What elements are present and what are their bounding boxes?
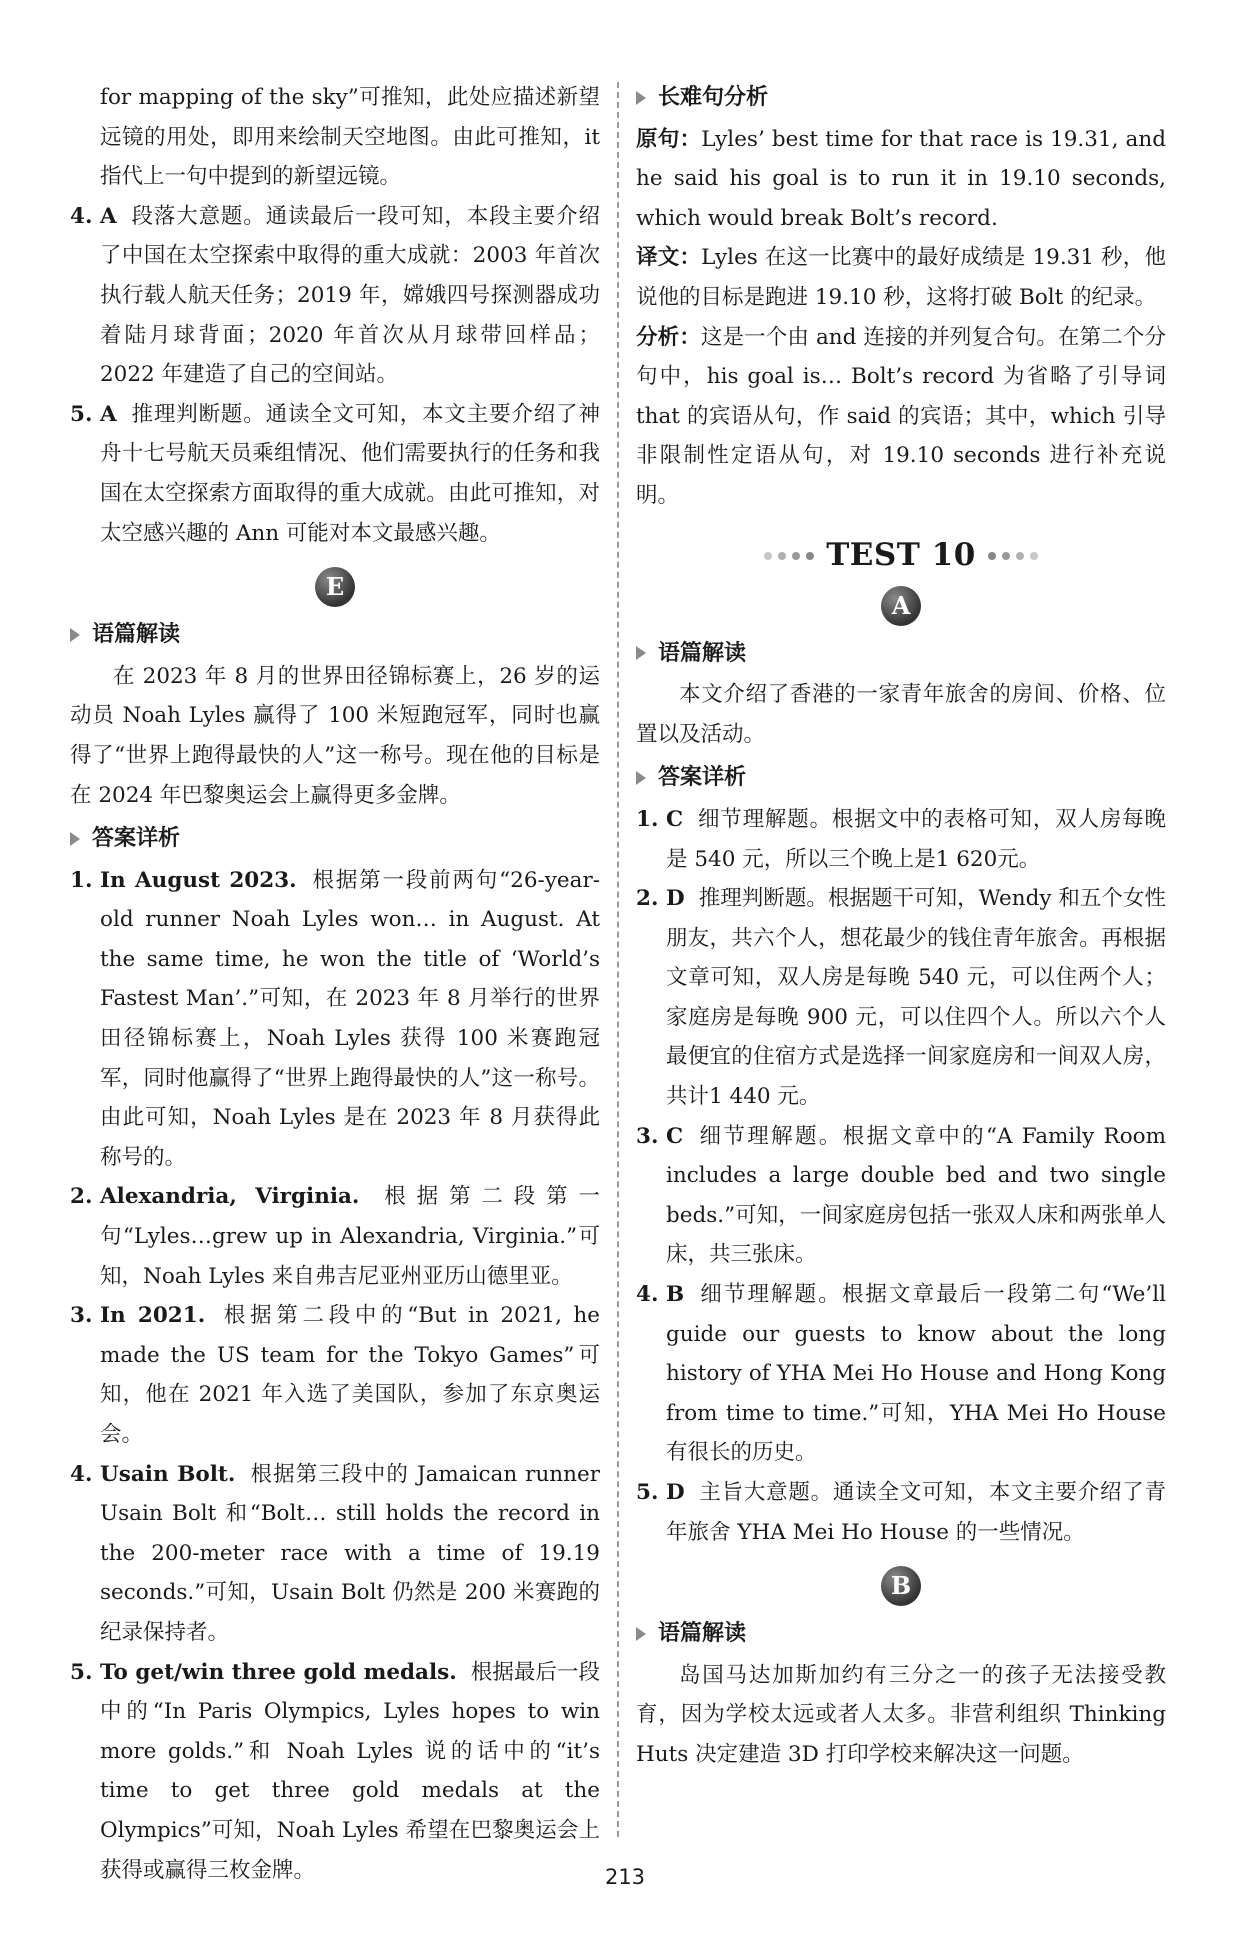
answer-text: In 2021. — [100, 1303, 206, 1329]
analysis-text: 这是一个由 and 连接的并列复合句。在第二个分句中，his goal is… Bolt’s record 为省略了引导词 that 的宾语从句，作 said 的宾语；其中，which 引导非限制性定语从句，对 19.10 seconds 进行补充说明。 — [636, 324, 1166, 508]
answer-explanation: 段落大意题。通读最后一段可知，本段主要介绍了中国在太空探索中取得的重大成就：2003 年首次执行载人航天任务；2019 年，嫦娥四号探测器成功着陆月球背面；2020 年首次从月球带回样品；2022 年建造了自己的空间站。 — [100, 203, 600, 388]
section-heading-text: 答案详析 — [92, 826, 181, 852]
section-letter-badge: A — [881, 586, 921, 626]
item-number: 2. — [636, 886, 659, 912]
item-number: 3. — [636, 1123, 659, 1149]
answer-letter: C — [666, 806, 684, 832]
column-divider — [617, 82, 619, 1837]
answer-item — [636, 1473, 1166, 1552]
section-marker — [636, 1566, 1166, 1606]
triangle-bullet-icon — [70, 628, 80, 642]
section-heading — [70, 615, 600, 655]
answer-item — [636, 800, 1166, 879]
section-heading-text: 语篇解读 — [658, 1621, 747, 1647]
answer-text: To get/win three gold medals. — [100, 1659, 457, 1685]
answer-explanation: 细节理解题。根据文中的表格可知，双人房每晚是 540 元，所以三个晚上是1 620元。 — [666, 806, 1166, 872]
dots-right-icon — [988, 552, 1038, 560]
item-number: 4. — [70, 203, 93, 229]
test-heading — [636, 534, 1166, 578]
answer-letter: C — [666, 1123, 684, 1149]
answer-item — [70, 197, 600, 395]
answer-letter: D — [666, 886, 685, 912]
answer-item — [70, 1177, 600, 1296]
section-heading — [636, 758, 1166, 798]
passage-summary: 在 2023 年 8 月的世界田径锦标赛上，26 岁的运动员 Noah Lyles 赢得了 100 米短跑冠军，同时也赢得了“世界上跑得最快的人”这一称号。现在他的目标是在 2024 年巴黎奥运会上赢得更多金牌。 — [70, 663, 600, 808]
passage-summary: 岛国马达加斯加约有三分之一的孩子无法接受教育，因为学校太远或者人太多。非营利组织 Thinking Huts 决定建造 3D 打印学校来解决这一问题。 — [636, 1662, 1166, 1767]
test-title: TEST 10 — [826, 536, 976, 573]
translation-label: 译文： — [636, 245, 702, 271]
answer-explanation: 根据第三段中的 Jamaican runner Usain Bolt 和“Bolt… still holds the record in the 200-meter race with a time of 19.19 seconds.”可知，Usain Bolt 仍然是 200 米赛跑的纪录保持者。 — [100, 1461, 600, 1645]
answer-text: In August 2023. — [100, 867, 297, 893]
answer-explanation: 细节理解题。根据文章最后一段第二句“We’ll guide our guests to know about the long history of YHA Mei Ho House and Hong Kong from time to time.”可知，YHA Mei Ho House 有很长的历史。 — [666, 1282, 1166, 1466]
answer-explanation: 根据第一段前两句“26-year-old runner Noah Lyles won… in August. At the same time, he won the title of ‘World’s Fastest Man’.”可知，在 2023 年 8 月举行的世界田径锦标赛上，Noah Lyles 获得 100 米赛跑冠军，同时他赢得了“世界上跑得最快的人”这一称号。由此可知，Noah Lyles 是在 2023 年 8 月获得此称号的。 — [100, 867, 600, 1170]
item-number: 4. — [70, 1461, 93, 1487]
answer-explanation: 根据第二段第一句“Lyles…grew up in Alexandria, Virginia.”可知，Noah Lyles 来自弗吉尼亚州亚历山德里亚。 — [100, 1184, 600, 1289]
answer-item — [70, 861, 600, 1178]
answer-explanation: 推理判断题。通读全文可知，本文主要介绍了神舟十七号航天员乘组情况、他们需要执行的任务和我国在太空探索方面取得的重大成就。由此可推知，对太空感兴趣的 Ann 可能对本文最感兴趣。 — [100, 401, 600, 546]
answer-letter: A — [100, 401, 117, 427]
section-letter-badge: B — [881, 1566, 921, 1606]
answer-item — [70, 1653, 600, 1891]
triangle-bullet-icon — [636, 1627, 646, 1641]
answer-item — [70, 1296, 600, 1454]
right-column — [636, 78, 1166, 1775]
answer-item — [70, 1455, 600, 1653]
section-letter-badge: E — [315, 567, 355, 607]
original-text: Lyles’ best time for that race is 19.31, and he said his goal is to run it in 19.10 seconds, which would break Bolt’s record. — [636, 126, 1166, 231]
item-number: 3. — [70, 1303, 93, 1329]
answer-text: Alexandria, Virginia. — [100, 1184, 360, 1210]
item-number: 1. — [636, 806, 659, 832]
item-number: 5. — [70, 1659, 93, 1685]
section-heading-text: 长难句分析 — [658, 85, 769, 110]
item-number: 1. — [70, 867, 93, 893]
answer-explanation: 推理判断题。根据题干可知，Wendy 和五个女性朋友，共六个人，想花最少的钱住青年旅舍。再根据文章可知，双人房是每晚 540 元，可以住两个人；家庭房是每晚 900 元，可以住四个人。所以六个人最便宜的住宿方式是选择一间家庭房和一间双人房，共计1 440 元。 — [666, 886, 1166, 1110]
item-number: 5. — [70, 401, 93, 427]
page-number: 213 — [604, 1865, 646, 1889]
item-number: 5. — [636, 1480, 659, 1505]
answer-explanation: 根据第二段中的“But in 2021, he made the US team for the Tokyo Games”可知，他在 2021 年入选了美国队，参加了东京奥运会。 — [100, 1303, 601, 1447]
section-heading-text: 答案详析 — [658, 765, 747, 791]
section-marker — [70, 567, 600, 607]
translation-text: Lyles 在这一比赛中的最好成绩是 19.31 秒，他说他的目标是跑进 19.10 秒，这将打破 Bolt 的纪录。 — [636, 245, 1166, 310]
triangle-bullet-icon — [70, 832, 80, 846]
triangle-bullet-icon — [636, 91, 646, 105]
section-marker — [636, 586, 1166, 626]
answer-item — [636, 1117, 1166, 1275]
translation — [636, 238, 1166, 317]
answer-explanation: 根据最后一段中的“In Paris Olympics, Lyles hopes to win more golds.”和 Noah Lyles 说的话中的“it’s time to get three gold medals at the Olympics”可知，Noah Lyles 希望在巴黎奥运会上获得或赢得三枚金牌。 — [100, 1659, 600, 1883]
original-sentence — [636, 120, 1166, 239]
section-heading-text: 语篇解读 — [92, 622, 181, 648]
left-column — [70, 78, 600, 1890]
answer-item — [636, 1275, 1166, 1473]
section-heading — [636, 1614, 1166, 1654]
answer-explanation: 细节理解题。根据文章中的“A Family Room includes a large double bed and two single beds.”可知，一间家庭房包括一张双人床和两张单人床，共三张床。 — [666, 1123, 1166, 1268]
analysis-label: 分析： — [636, 324, 701, 350]
triangle-bullet-icon — [636, 771, 646, 785]
item-number: 2. — [70, 1184, 93, 1210]
answer-explanation: 主旨大意题。通读全文可知，本文主要介绍了青年旅舍 YHA Mei Ho House 的一些情况。 — [666, 1480, 1166, 1545]
answer-letter: A — [100, 203, 117, 229]
original-label: 原句： — [636, 126, 702, 152]
carryover-paragraph: for mapping of the sky”可推知，此处应描述新望远镜的用处，即用来绘制天空地图。由此可推知，it 指代上一句中提到的新望远镜。 — [100, 85, 600, 190]
answer-letter: B — [666, 1282, 685, 1308]
section-heading-text: 语篇解读 — [658, 640, 747, 666]
answer-item — [70, 395, 600, 553]
answer-text: Usain Bolt. — [100, 1461, 236, 1487]
analysis — [636, 318, 1166, 516]
dots-left-icon — [764, 552, 814, 560]
answer-letter: D — [666, 1480, 685, 1505]
section-heading — [70, 819, 600, 859]
triangle-bullet-icon — [636, 646, 646, 660]
answer-item — [636, 879, 1166, 1117]
item-number: 4. — [636, 1282, 659, 1308]
passage-summary: 本文介绍了香港的一家青年旅舍的房间、价格、位置以及活动。 — [636, 682, 1166, 747]
section-heading — [636, 634, 1166, 674]
section-heading — [636, 78, 1166, 118]
